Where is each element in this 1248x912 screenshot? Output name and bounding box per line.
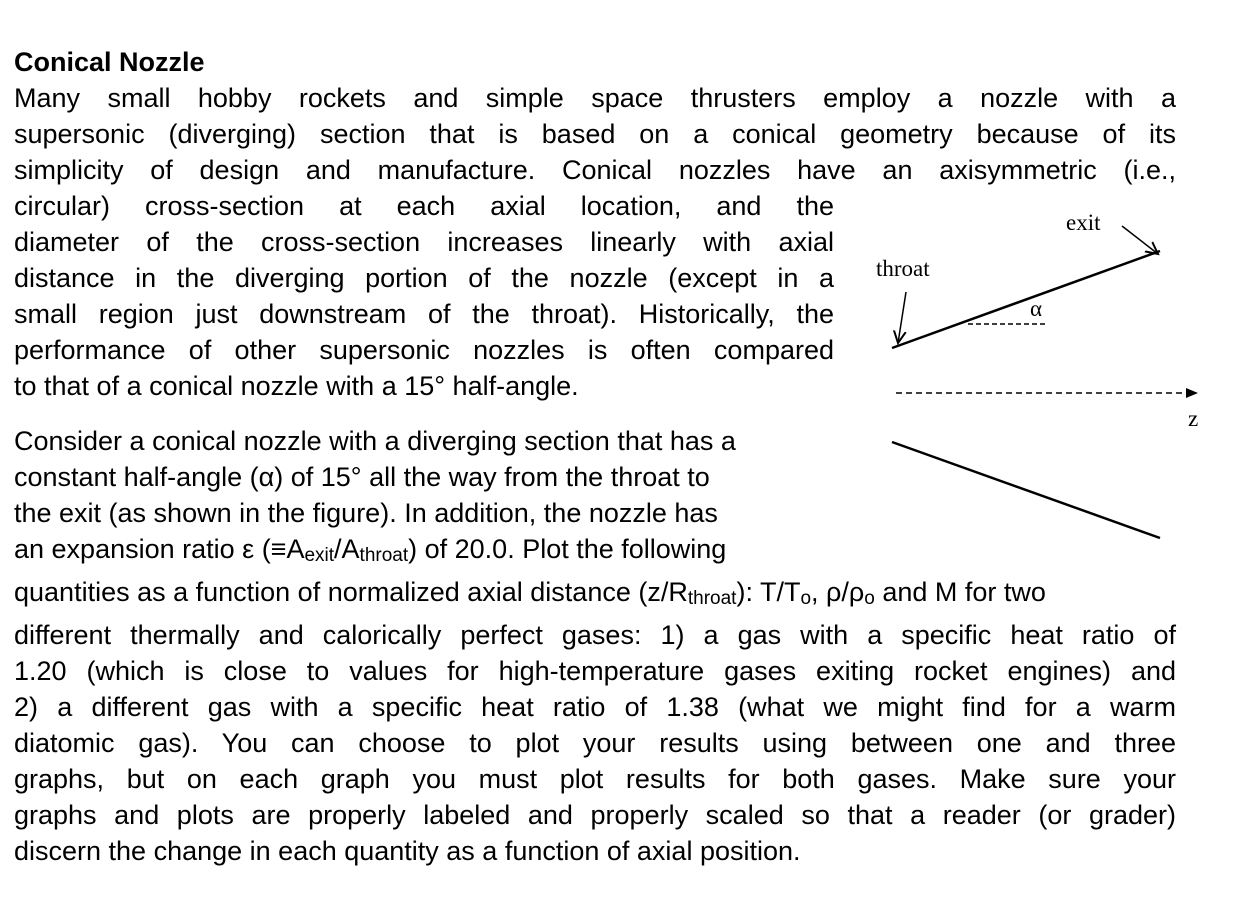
text-line: graphs and plots are properly labeled and properly scaled so that a reader (or grader) (14, 800, 1176, 830)
nozzle-diagram (866, 198, 1206, 548)
exit-arrow (1122, 226, 1158, 254)
text-fragment: quantities as a function of normalized axial distance (z/R (14, 577, 688, 607)
text-line: graphs, but on each graph you must plot results for both gases. Make sure your (14, 764, 1176, 794)
subscript-o: o (800, 588, 812, 609)
text-line: circular) cross-section at each axial location, and the (14, 191, 834, 221)
subscript-exit: exit (304, 545, 335, 566)
text-line-expansion-ratio (14, 531, 834, 574)
text-line: simplicity of design and manufacture. Conical nozzles have an axisymmetric (i.e., (14, 155, 1176, 185)
text-line: the exit (as shown in the figure). In addition, the nozzle has (14, 498, 718, 528)
text-line-quantities (14, 574, 1176, 617)
text-line: Consider a conical nozzle with a diverging section that has a (14, 426, 736, 456)
exit-label: exit (1066, 210, 1101, 235)
text-line: distance in the diverging portion of the nozzle (except in a (14, 263, 834, 293)
text-fragment: ) of 20.0. Plot the following (408, 534, 727, 564)
upper-nozzle-wall (892, 251, 1160, 348)
text-line: different thermally and calorically perfect gases: 1) a gas with a specific heat ratio of (14, 620, 1176, 650)
subscript-o: o (864, 588, 875, 609)
text-fragment: an expansion ratio ε (≡A (14, 534, 305, 564)
text-fragment: and M for two (874, 577, 1046, 607)
text-line: discern the change in each quantity as a function of axial position. (14, 836, 801, 866)
text-line: constant half-angle (α) of 15° all the way from the throat to (14, 462, 710, 492)
text-line: diameter of the cross-section increases linearly with axial (14, 227, 834, 257)
z-axis-label: z (1188, 406, 1199, 431)
lower-nozzle-wall (892, 442, 1160, 538)
text-fragment: /A (334, 534, 360, 564)
throat-arrow (898, 292, 906, 343)
subscript-throat: throat (359, 545, 409, 566)
text-line: 1.20 (which is close to values for high-temperature gases exiting rocket engines) and (14, 656, 1176, 686)
text-line: diatomic gas). You can choose to plot your results using between one and three (14, 728, 1176, 758)
text-line: 2) a different gas with a specific heat ratio of 1.38 (what we might find for a warm (14, 692, 1176, 722)
text-line: supersonic (diverging) section that is based on a conical geometry because of its (14, 119, 1176, 149)
throat-label: throat (876, 256, 930, 281)
text-fragment: , ρ/ρ (811, 577, 865, 607)
text-line: small region just downstream of the throat). Historically, the (14, 299, 834, 329)
section-title: Conical Nozzle (14, 47, 205, 77)
subscript-throat: throat (687, 588, 737, 609)
text-line: Many small hobby rockets and simple space thrusters employ a nozzle with a (14, 83, 1176, 113)
text-line: performance of other supersonic nozzles is often compared (14, 335, 834, 365)
text-fragment: ): T/T (736, 577, 801, 607)
nozzle-figure (866, 198, 1206, 548)
text-line: to that of a conical nozzle with a 15° half-angle. (14, 371, 579, 401)
alpha-label: α (1030, 296, 1043, 321)
